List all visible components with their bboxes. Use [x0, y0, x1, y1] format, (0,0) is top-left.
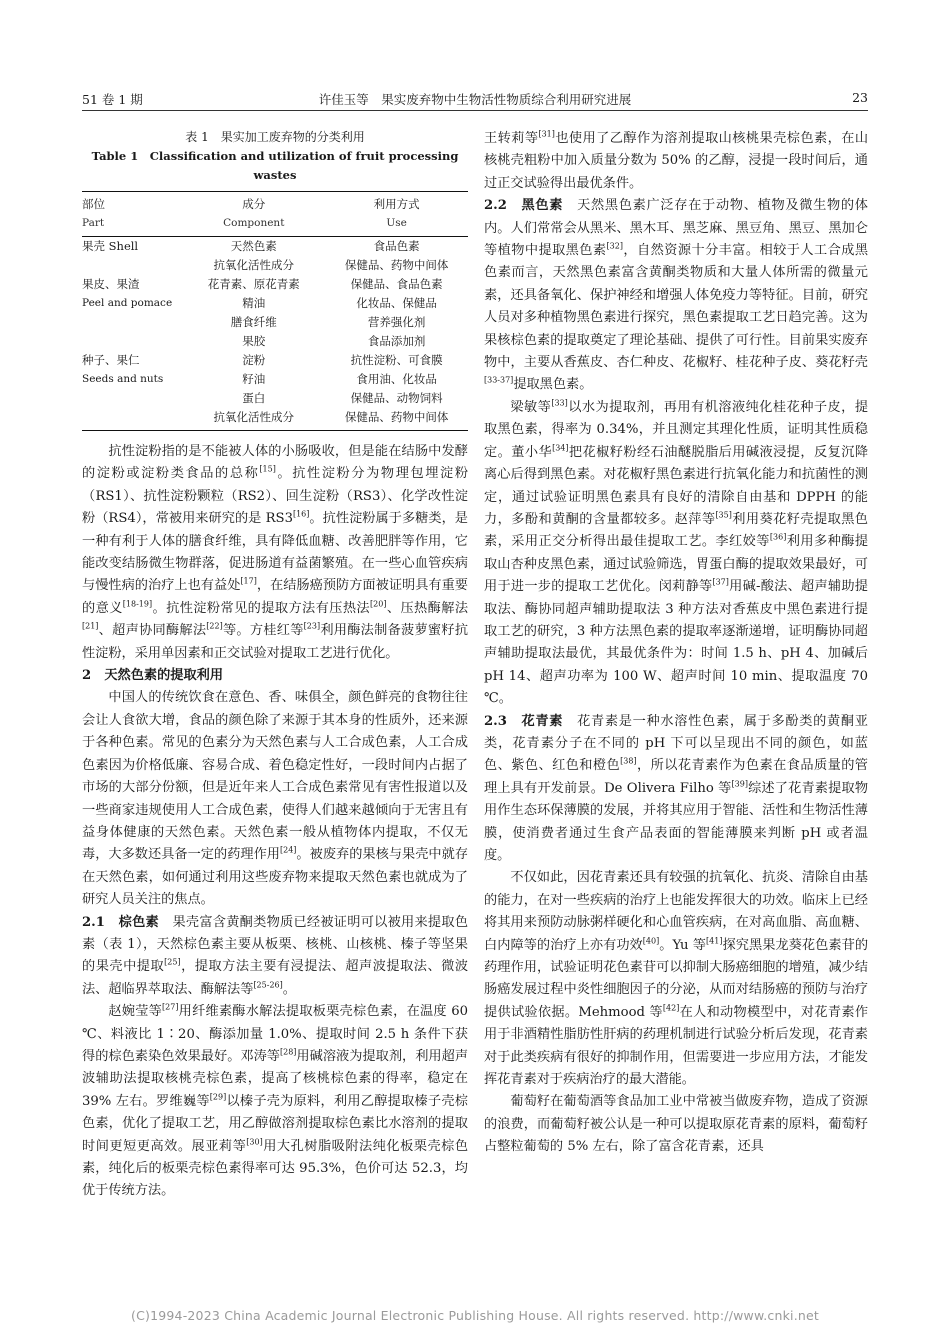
table-row — [82, 408, 468, 431]
paragraph-grape-seed: 葡萄籽在葡萄酒等食品加工业中常被当做废弃物，造成了资源的浪费，而葡萄籽被公认是一种可以提取原花青素的原料，葡萄籽占整粒葡萄的 5% 左右，除了富含花青素，还具 — [484, 1094, 868, 1155]
section-2-1-heading: 2.1 棕色素 — [82, 914, 159, 930]
table-row — [82, 351, 468, 370]
table-cell: 蛋白 — [242, 391, 266, 405]
table-caption-en: Table 1 Classification and utilization of fruit processing wastes — [91, 149, 459, 182]
section-2-2-heading: 2.2 黑色素 — [484, 198, 564, 214]
col-header-use-cn: 利用方式 — [325, 192, 468, 215]
table-cell: 膳食纤维 — [230, 315, 277, 329]
table-cell: 种子、果仁 — [82, 353, 140, 367]
running-title: 许佳玉等 果实废弃物中生物活性物质综合利用研究进展 — [318, 92, 632, 107]
paragraph-walnut-shell: 王转莉等[31]也使用了乙醇作为溶剂提取山核桃果壳棕色素，在山核桃壳粗粉中加入质量分数为 50% 的乙醇，浸提一段时间后，通过正交试验得出最优条件。 — [484, 129, 869, 191]
table-cell: 保健品、药物中间体 — [325, 408, 468, 431]
col-header-component-en: Component — [182, 214, 325, 237]
table-cell: 抗氧化活性成分 — [182, 408, 325, 431]
table-row — [82, 294, 468, 313]
table-row — [82, 237, 468, 257]
table-cell: Seeds and nuts — [82, 373, 164, 385]
col-header-part-cn: 部位 — [82, 192, 182, 215]
right-column — [484, 128, 868, 1159]
paragraph-resistant-starch: 抗性淀粉指的是不能被人体的小肠吸收，但是能在结肠中发酵的淀粉或淀粉类食品的总称[15]。抗性淀粉分为物理包埋淀粉（RS1）、抗性淀粉颗粒（RS2）、回生淀粉（RS3）、化学改性淀粉（RS4），常被用来研究的是 RS3[16]。抗性淀粉属于多糖类，是一种有利于人体的膳食纤维，具有降低血糖、改善肥胖等作用，它能改变结肠微生物群落，促进肠道有益菌繁殖。在一些心血管疾病与慢性病的治疗上也有益处[17]，在结肠癌预防方面被证明具有重要的意义[18-19]。抗性淀粉常见的提取方法有压热法[20]、压热酶解法[21]、超声协同酶解法[22]等。方桂红等[23]利用酶法制备菠萝蜜籽抗性淀粉，采用单因素和正交试验对提取工艺进行优化。 — [82, 444, 469, 661]
table-cell: 化妆品、保健品 — [356, 296, 437, 310]
table-cell — [82, 332, 182, 351]
table-cell: 保健品、食品色素 — [350, 277, 443, 291]
paragraph-melanin-studies: 梁敏等[33]以水为提取剂，再用有机溶液纯化桂花种子皮，提取黑色素，得率为 0.34%，并且测定其理化性质，证明其性质稳定。董小华[34]把花椒籽粉经石油醚脱脂后用碱液浸提，反复沉降离心后得到黑色素。对花椒籽黑色素进行抗氧化能力和抗菌性的测定，通过试验证明黑色素具有良好的清除自由基和 DPPH 的能力，多酚和黄酮的含量都较多。赵萍等[35]利用葵花籽壳提取黑色素，采用正交分析得出最佳提取工艺。李红姣等[36]利用多种酶提取山杏种皮黑色素，通过试验筛选，胃蛋白酶的提取效果最好，可用于进一步的提取工艺优化。闵莉静等[37]用碱-酸法、超声辅助提取法、酶协同超声辅助提取法 3 种方法对香蕉皮中黑色素进行提取工艺的研究，3 种方法黑色素的提取率逐渐递增，证明酶协同超声辅助提取法最优，其最优条件为：时间 1.5 h、pH 4、加碱后 pH 14、超声功率为 100 W、超声时间 10 min、提取温度 70 ℃。 — [484, 398, 869, 707]
running-header — [82, 88, 868, 111]
paragraph-natural-pigments: 中国人的传统饮食在意色、香、味俱全，颜色鲜亮的食物往往会让人食欲大增，食品的颜色除了来源于其本身的性质外，还来源于各种色素。常见的色素分为天然色素与人工合成色素，人工合成色素因为价格低廉、容易合成、着色稳定性好，一段时间内占据了市场的大部分份额，但是近年来人工合成色素常见有害性报道以及一些商家违规使用人工合成色素，使得人们越来越倾向于无害且有益身体健康的天然色素。天然色素一般从植物体内提取，不仅无毒，大多数还具备一定的药理作用[24]。被废弃的果核与果壳中就存在天然色素，如何通过利用这些废弃物来提取天然色素也就成为了研究人员关注的焦点。 — [82, 690, 469, 908]
section-2-2: 2.2 黑色素 天然黑色素广泛存在于动物、植物及微生物的体内。人们常常会从黑米、黑木耳、黑芝麻、黑豆角、黑豆、黑加仑等植物中提取黑色素[32]，自然资源十分丰富。相较于人工合成黑色素而言，天然黑色素富含黄酮类物质和大量人体所需的微量元素，还具备氧化、保护神经和增强人体免疫力等特征。目前，研究人员对多种植物黑色素进行探究，黑色素提取工艺日趋完善。这为果核棕色素的提取奠定了理论基础、提供了可行性。目前果实废弃物中，主要从香蕉皮、杏仁种皮、花椒籽、桂花种子皮、葵花籽壳[33-37]提取黑色素。 — [484, 198, 869, 393]
table-cell: 食品色素 — [373, 239, 420, 253]
table-row — [82, 313, 468, 332]
table-row — [82, 332, 468, 351]
table-row — [82, 275, 468, 294]
paragraph-anthocyanin-health: 不仅如此，因花青素还具有较强的抗氧化、抗炎、清除自由基的能力，在对一些疾病的治疗上也能发挥很大的功效。临床上已经将其用来预防动脉粥样硬化和心血管疾病，在对高血脂、高血糖、白内障等的治疗上亦有功效[40]。Yu 等[41]探究黑果龙葵花色素苷的药理作用，试验证明花色素苷可以抑制大肠癌细胞的增殖，减少结肠癌发展过程中炎性细胞因子的分泌，从而对结肠癌的预防与治疗提供试验依据。Mehmood 等[42]在人和动物模型中，对花青素作用于非酒精性脂肪性肝病的药理机制进行试验分析后发现，花青素对于此类疾病有很好的抑制作用，但需要进一步应用方法，才能发挥花青素对于疾病治疗的最大潜能。 — [484, 870, 869, 1088]
table-1 — [82, 128, 468, 431]
paragraph-brown-pigment-studies: 赵婉莹等[27]用纤维素酶水解法提取板栗壳棕色素，在温度 60 ℃、料液比 1∶20、酶添加量 1.0%、提取时间 2.5 h 条件下获得的棕色素染色效果最好。邓涛等[28]用碱溶液为提取剂，利用超声波辅助法提取核桃壳棕色素，提高了核桃棕色素的得率，稳定在 39% 左右。罗维巍等[29]以榛子壳为原料，利用乙醇提取榛子壳棕色素，优化了提取工艺，用乙醇做溶剂提取棕色素比水溶剂的提取时间更短更高效。展亚莉等[30]用大孔树脂吸附法纯化板栗壳棕色素，纯化后的板栗壳棕色素得率可达 95.3%，色价可达 52.3，均优于传统方法。 — [82, 1002, 469, 1199]
table-cell: 食品添加剂 — [367, 334, 426, 348]
left-column — [82, 128, 468, 1203]
section-2-heading: 2 天然色素的提取利用 — [82, 668, 224, 684]
col-header-use-en: Use — [325, 214, 468, 237]
table-cell — [82, 313, 182, 332]
copyright-footer: (C)1994-2023 China Academic Journal Electronic Publishing House. All rights reserved. http://www.cnki.net — [131, 1308, 819, 1323]
table-row — [82, 256, 468, 275]
section-2-3: 2.3 花青素 花青素是一种水溶性色素，属于多酚类的黄酮亚类，花青素分子在不同的 pH 下可以呈现出不同的颜色，如蓝色、紫色、红色和橙色[38]，所以花青素作为色素在食品质量的管理上具有开发前景。De Olivera Filho 等[39]综述了花青素提取物用作生态环保薄膜的发展，并将其应用于智能、活性和生物活性薄膜，使消费者通过生食产品表面的智能薄膜来判断 pH 或者温度。 — [484, 713, 869, 863]
table-cell: 果皮、果渣 — [82, 277, 140, 291]
table-cell: 营养强化剂 — [367, 315, 426, 329]
table-cell: 果壳 Shell — [82, 239, 139, 253]
table-cell — [82, 389, 182, 408]
table-cell: 淀粉 — [242, 353, 266, 367]
table-cell: 籽油 — [242, 372, 266, 386]
col-header-component-cn: 成分 — [182, 192, 325, 215]
table-row — [82, 389, 468, 408]
col-header-part-en: Part — [82, 214, 182, 237]
classification-table — [82, 191, 468, 431]
table-cell: 保健品、动物饲料 — [350, 391, 443, 405]
table-cell: 果胶 — [242, 334, 266, 348]
table-cell: Peel and pomace — [82, 297, 173, 309]
table-row — [82, 370, 468, 389]
section-2-3-heading: 2.3 花青素 — [484, 713, 564, 729]
table-cell: 天然色素 — [230, 239, 277, 253]
page-number: 23 — [852, 90, 868, 105]
table-cell — [82, 256, 182, 275]
section-2-1: 2.1 棕色素 果壳富含黄酮类物质已经被证明可以被用来提取色素（表 1），天然棕色素主要从板栗、核桃、山核桃、榛子等坚果的果壳中提取[25]，提取方法主要有浸提法、超声波提取法、微波法、超临界萃取法、酶解法等[25-26]。 — [82, 914, 469, 997]
table-caption-cn: 表 1 果实加工废弃物的分类利用 — [185, 130, 365, 144]
table-cell: 抗氧化活性成分 — [213, 258, 295, 272]
table-cell: 保健品、药物中间体 — [344, 258, 449, 272]
table-cell: 精油 — [242, 296, 266, 310]
table-cell — [82, 408, 182, 431]
table-cell: 食用油、化妆品 — [356, 372, 437, 386]
table-cell: 抗性淀粉、可食膜 — [350, 353, 443, 367]
volume-issue: 51 卷 1 期 — [82, 92, 143, 107]
table-cell: 花青素、原花青素 — [207, 277, 300, 291]
